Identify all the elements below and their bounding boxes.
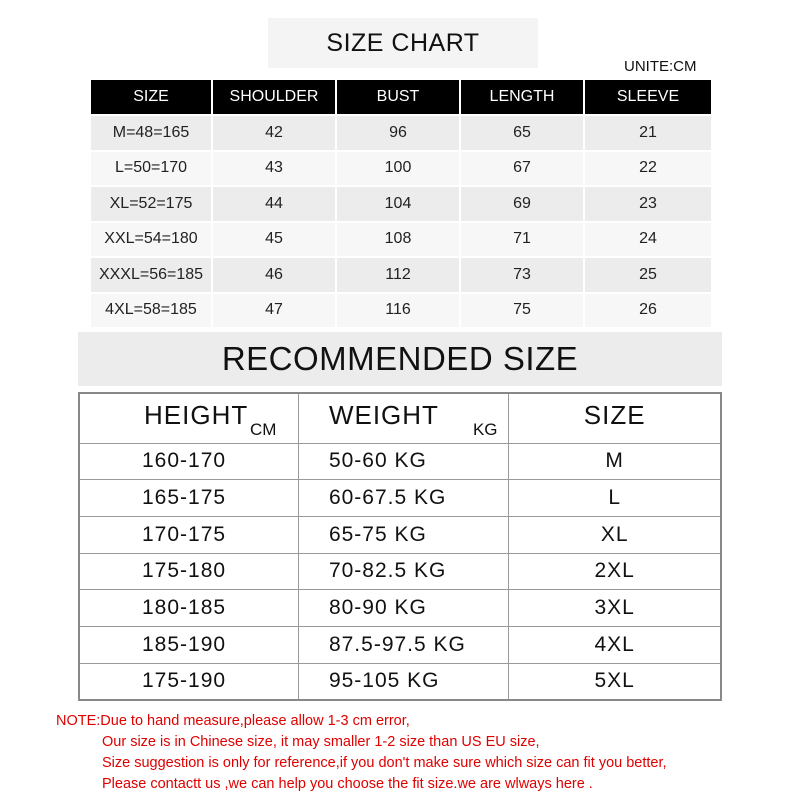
- notes-block: [56, 711, 667, 795]
- cell-weight: 50-60 KG: [298, 443, 508, 480]
- header-height-cell: [79, 393, 298, 443]
- cell-rec-size: 3XL: [509, 590, 721, 627]
- cell-weight: 95-105 KG: [298, 663, 508, 700]
- cell-height: 180-185: [79, 590, 298, 627]
- cell-weight: 65-75 KG: [298, 516, 508, 553]
- cell-height: 165-175: [79, 480, 298, 517]
- recommended-row: [79, 553, 721, 590]
- unit-label: UNITE:CM: [624, 58, 697, 75]
- cell-rec-size: L: [509, 480, 721, 517]
- cell-height: 185-190: [79, 626, 298, 663]
- cell-bust: 116: [337, 294, 461, 328]
- header-weight-cell: [298, 393, 508, 443]
- recommended-row: [79, 626, 721, 663]
- cell-weight: 60-67.5 KG: [298, 480, 508, 517]
- size-chart-row: [91, 150, 711, 186]
- size-chart-table: [91, 80, 711, 327]
- note-line: NOTE:Due to hand measure,please allow 1-3 cm error,: [56, 713, 410, 729]
- cell-shoulder: 47: [213, 294, 337, 328]
- cell-shoulder: 42: [213, 116, 337, 150]
- note-line: Size suggestion is only for reference,if you don't make sure which size can fit you better,: [102, 755, 667, 771]
- cell-shoulder: 46: [213, 258, 337, 292]
- cell-size: M=48=165: [91, 116, 213, 150]
- cell-sleeve: 21: [585, 116, 711, 150]
- header-size-cell: [509, 393, 721, 443]
- cell-weight: 80-90 KG: [298, 590, 508, 627]
- cell-size: XL=52=175: [91, 187, 213, 221]
- header-weight-unit: KG: [472, 420, 498, 439]
- header-height: HEIGHT: [144, 400, 249, 430]
- cell-length: 69: [461, 187, 585, 221]
- cell-length: 65: [461, 116, 585, 150]
- size-chart-title-bar: [268, 18, 538, 68]
- cell-length: 73: [461, 258, 585, 292]
- cell-bust: 96: [337, 116, 461, 150]
- recommended-header-row: [79, 393, 721, 443]
- recommended-row: [79, 516, 721, 553]
- header-rec-size: SIZE: [583, 400, 646, 430]
- cell-size: XXL=54=180: [91, 223, 213, 257]
- cell-height: 170-175: [79, 516, 298, 553]
- size-chart-header-row: [91, 80, 711, 114]
- cell-rec-size: XL: [509, 516, 721, 553]
- note-line: Our size is in Chinese size, it may smaller 1-2 size than US EU size,: [102, 734, 540, 750]
- header-weight: WEIGHT: [328, 400, 439, 430]
- cell-length: 75: [461, 294, 585, 328]
- recommended-size-table: [78, 392, 722, 701]
- size-chart-row: [91, 256, 711, 292]
- cell-sleeve: 24: [585, 223, 711, 257]
- cell-shoulder: 44: [213, 187, 337, 221]
- cell-bust: 100: [337, 152, 461, 186]
- cell-height: 160-170: [79, 443, 298, 480]
- cell-sleeve: 25: [585, 258, 711, 292]
- recommended-row: [79, 663, 721, 700]
- recommended-size-title-bar: [78, 332, 722, 386]
- cell-size: L=50=170: [91, 152, 213, 186]
- header-shoulder: SHOULDER: [213, 80, 337, 114]
- header-size: SIZE: [91, 80, 213, 114]
- size-chart-row: [91, 114, 711, 150]
- header-bust: BUST: [337, 80, 461, 114]
- note-line: Please contactt us ,we can help you choose the fit size.we are wlways here .: [102, 776, 593, 792]
- cell-weight: 87.5-97.5 KG: [298, 626, 508, 663]
- size-chart-row: [91, 185, 711, 221]
- cell-shoulder: 45: [213, 223, 337, 257]
- cell-bust: 112: [337, 258, 461, 292]
- cell-size: 4XL=58=185: [91, 294, 213, 328]
- size-chart-row: [91, 221, 711, 257]
- cell-length: 71: [461, 223, 585, 257]
- cell-rec-size: 4XL: [509, 626, 721, 663]
- cell-sleeve: 22: [585, 152, 711, 186]
- recommended-row: [79, 443, 721, 480]
- recommended-row: [79, 480, 721, 517]
- cell-rec-size: M: [509, 443, 721, 480]
- cell-sleeve: 26: [585, 294, 711, 328]
- cell-height: 175-180: [79, 553, 298, 590]
- cell-rec-size: 5XL: [509, 663, 721, 700]
- cell-size: XXXL=56=185: [91, 258, 213, 292]
- recommended-size-title: RECOMMENDED SIZE: [221, 340, 579, 377]
- cell-length: 67: [461, 152, 585, 186]
- header-height-unit: CM: [250, 420, 277, 439]
- recommended-row: [79, 590, 721, 627]
- cell-rec-size: 2XL: [509, 553, 721, 590]
- size-chart-body: [91, 114, 711, 327]
- header-length: LENGTH: [461, 80, 585, 114]
- cell-height: 175-190: [79, 663, 298, 700]
- cell-sleeve: 23: [585, 187, 711, 221]
- size-chart-title: SIZE CHART: [326, 28, 480, 57]
- size-chart-row: [91, 292, 711, 328]
- cell-bust: 108: [337, 223, 461, 257]
- cell-shoulder: 43: [213, 152, 337, 186]
- cell-bust: 104: [337, 187, 461, 221]
- header-sleeve: SLEEVE: [585, 80, 711, 114]
- cell-weight: 70-82.5 KG: [298, 553, 508, 590]
